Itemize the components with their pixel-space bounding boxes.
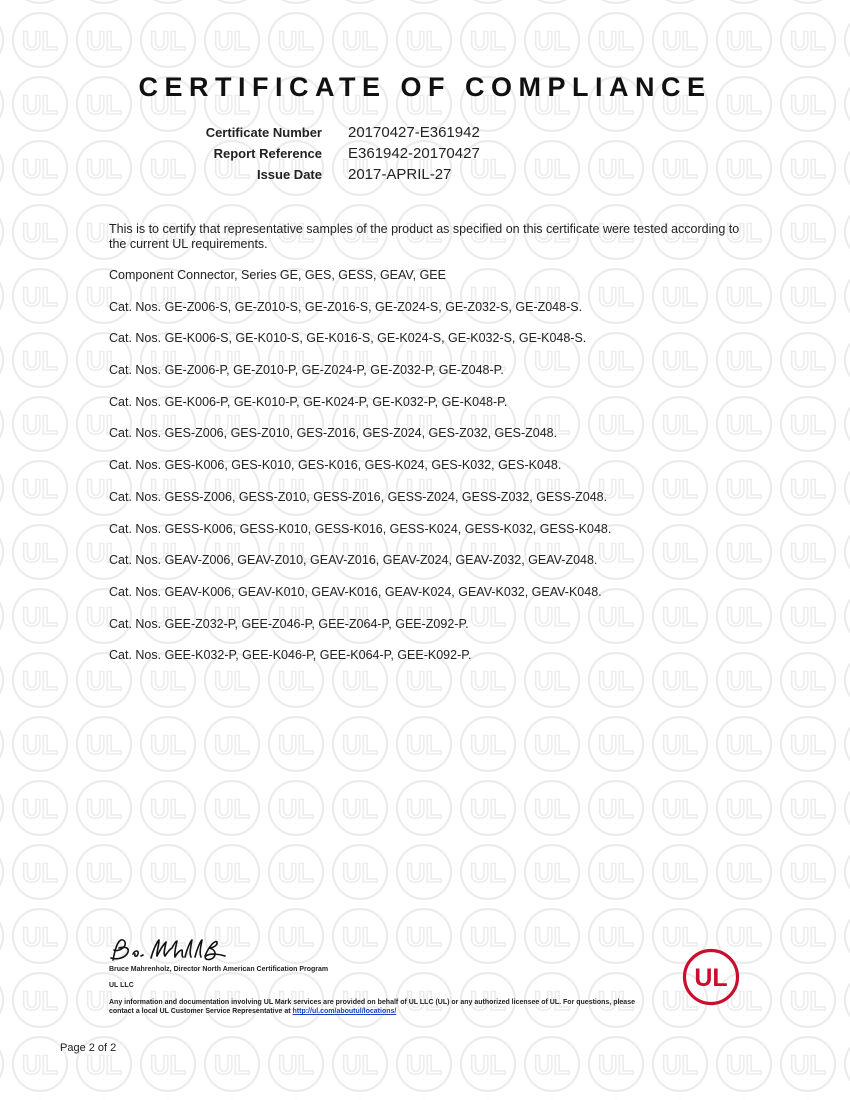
certificate-details	[150, 124, 650, 187]
issue-date-value: 2017-APRIL-27	[348, 166, 452, 183]
signature-image	[109, 936, 229, 966]
catalog-numbers-item: Cat. Nos. GE-K006-S, GE-K010-S, GE-K016-S, GE-K024-S, GE-K032-S, GE-K048-S.	[109, 331, 587, 346]
catalog-numbers-item: Cat. Nos. GE-K006-P, GE-K010-P, GE-K024-P, GE-K032-P, GE-K048-P.	[109, 394, 508, 409]
catalog-numbers-item: Cat. Nos. GEAV-K006, GEAV-K010, GEAV-K016, GEAV-K024, GEAV-K032, GEAV-K048.	[109, 584, 602, 599]
catalog-numbers-item: Cat. Nos. GES-K006, GES-K010, GES-K016, GES-K024, GES-K032, GES-K048.	[109, 458, 562, 473]
catalog-numbers-item: Cat. Nos. GES-Z006, GES-Z010, GES-Z016, GES-Z024, GES-Z032, GES-Z048.	[109, 426, 558, 441]
signature-block	[109, 936, 669, 1016]
signer-name: Bruce Mahrenholz, Director North American Certification Program	[109, 966, 329, 973]
catalog-numbers-item: Cat. Nos. GEAV-Z006, GEAV-Z010, GEAV-Z016, GEAV-Z024, GEAV-Z032, GEAV-Z048.	[109, 553, 598, 568]
locations-link[interactable]: http://ul.com/aboutul/locations/	[292, 1008, 397, 1015]
certificate-number-row	[150, 124, 650, 145]
catalog-numbers-item: Cat. Nos. GESS-K006, GESS-K010, GESS-K016, GESS-K024, GESS-K032, GESS-K048.	[109, 521, 612, 536]
catalog-numbers-item: Cat. Nos. GE-Z006-P, GE-Z010-P, GE-Z024-P, GE-Z032-P, GE-Z048-P.	[109, 363, 504, 378]
issue-date-label: Issue Date	[256, 167, 322, 182]
certificate-body	[109, 222, 749, 663]
certificate-title: CERTIFICATE OF COMPLIANCE	[138, 72, 712, 102]
issue-date-row	[150, 166, 650, 187]
certificate-number-label: Certificate Number	[205, 125, 322, 140]
catalog-numbers-list	[109, 300, 749, 664]
catalog-numbers-item: Cat. Nos. GEE-K032-P, GEE-K046-P, GEE-K064-P, GEE-K092-P.	[109, 648, 472, 663]
report-reference-row	[150, 145, 650, 166]
catalog-numbers-item: Cat. Nos. GE-Z006-S, GE-Z010-S, GE-Z016-S, GE-Z024-S, GE-Z032-S, GE-Z048-S.	[109, 299, 583, 314]
ul-logo-icon	[682, 948, 740, 1006]
certificate-number-value: 20170427-E361942	[348, 124, 480, 141]
report-reference-label: Report Reference	[213, 146, 322, 161]
page-number: Page 2 of 2	[60, 1042, 117, 1054]
disclaimer-body: Any information and documentation involving UL Mark services are provided on behalf of UL LLC (UL) or any authorized licensee of UL. For questions, please contact a local UL Customer Service Representative at	[109, 999, 635, 1015]
catalog-numbers-item: Cat. Nos. GEE-Z032-P, GEE-Z046-P, GEE-Z064-P, GEE-Z092-P.	[109, 616, 469, 631]
certification-statement: This is to certify that representative samples of the product as specified on this certificate were tested according to the current UL requirements.	[109, 222, 740, 251]
report-reference-value: E361942-20170427	[348, 145, 480, 162]
product-description: Component Connector, Series GE, GES, GESS, GEAV, GEE	[109, 268, 446, 282]
organization-name: UL LLC	[109, 982, 134, 989]
catalog-numbers-item: Cat. Nos. GESS-Z006, GESS-Z010, GESS-Z016, GESS-Z024, GESS-Z032, GESS-Z048.	[109, 489, 608, 504]
ul-logo-text: UL	[694, 964, 728, 992]
disclaimer-text	[109, 998, 649, 1016]
